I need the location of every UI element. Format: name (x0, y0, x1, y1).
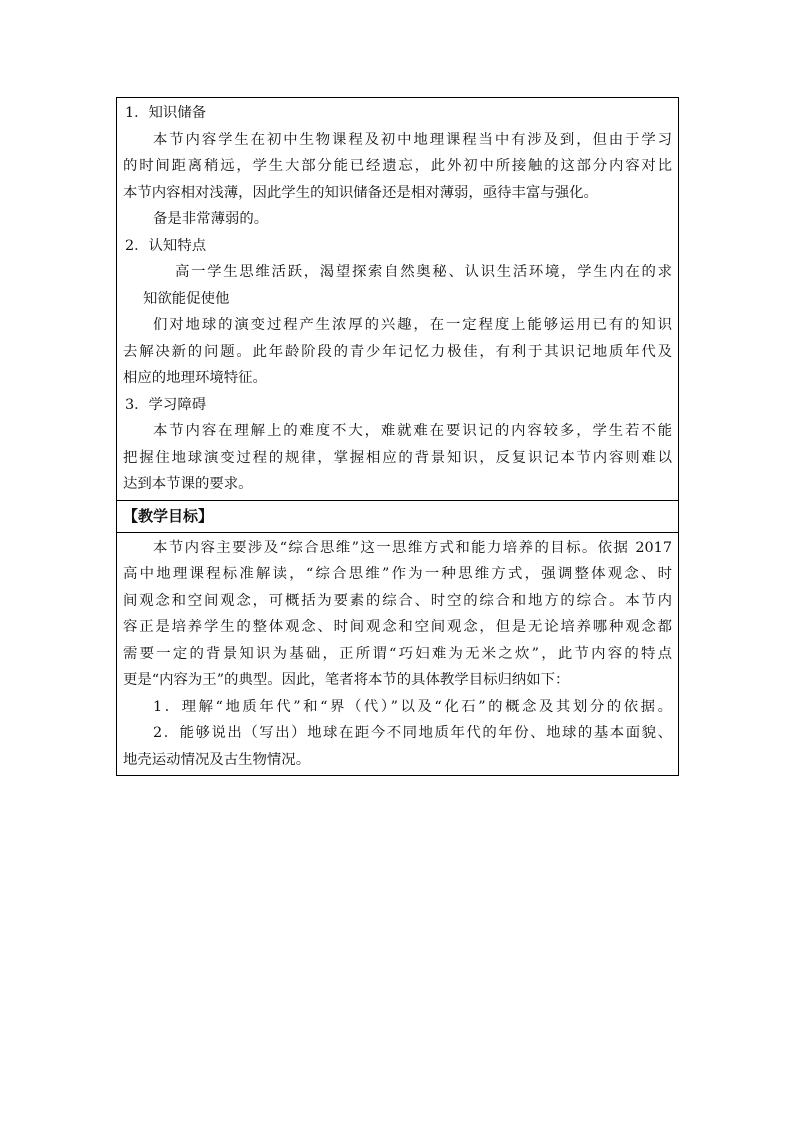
paragraph-line: 本节内容在理解上的难度不大，难就难在要识记的内容较多，学生若不能 (153, 423, 672, 439)
goal-item-2: 2．能够说出（写出）地球在距今不同地质年代的年份、地球的基本面貌、 (153, 725, 672, 741)
paragraph-line: 间观念和空间观念，可概括为要素的综合、时空的综合和地方的综合。本节内 (123, 592, 672, 609)
paragraph-line: 本节内容相对浅薄，因此学生的知识储备还是相对薄弱，亟待丰富与强化。 (123, 184, 598, 201)
teaching-goals-header (117, 500, 678, 532)
paragraph-line: 更是“内容为王”的典型。因此，笔者将本节的具体教学目标归纳如下： (123, 672, 570, 688)
paragraph-line: 达到本节课的要求。 (123, 476, 253, 492)
paragraph-line: 高中地理课程标准解读，“综合思维”作为一种思维方式，强调整体观念、时 (123, 566, 672, 582)
paragraph-line: 把握住地球演变过程的规律，掌握相应的背景知识，反复识记本节内容则难以 (123, 449, 672, 466)
paragraph-line: 本节内容主要涉及“综合思维”这一思维方式和能力培养的目标。依据 2017 (153, 539, 672, 556)
paragraph-line: 知欲能促使他 (143, 290, 230, 307)
section-header-text: 【教学目标】 (123, 506, 214, 525)
paragraph-line: 的时间距离稍远，学生大部分能已经遗忘，此外初中所接触的这部分内容对比 (123, 158, 672, 174)
section-title-cognition: 2．认知特点 (125, 237, 207, 254)
paragraph-line: 容正是培养学生的整体观念、时间观念和空间观念，但是无论培养哪种观念都 (123, 619, 672, 635)
section-title-knowledge: 1．知识储备 (125, 105, 207, 121)
learner-analysis-cell (117, 98, 678, 500)
paragraph-line: 需要一定的背景知识为基础，正所谓“巧妇难为无米之炊”，此节内容的特点 (123, 645, 672, 662)
paragraph-line: 地壳运动情况及古生物情况。 (123, 751, 311, 768)
paragraph-line: 相应的地理环境特征。 (123, 370, 267, 386)
lesson-plan-table (116, 97, 679, 776)
paragraph-line: 高一学生思维活跃，渴望探索自然奥秘、认识生活环境，学生内在的求 (175, 264, 672, 280)
paragraph-line: 备是非常薄弱的。 (153, 211, 269, 227)
goal-item-1: 1．理解“地质年代”和“界（代）”以及“化石”的概念及其划分的依据。 (153, 698, 672, 715)
paragraph-line: 本节内容学生在初中生物课程及初中地理课程当中有涉及到，但由于学习 (153, 131, 672, 148)
section-title-obstacles: 3．学习障碍 (125, 396, 207, 413)
paragraph-line: 去解决新的问题。此年龄阶段的青少年记忆力极佳，有利于其识记地质年代及 (123, 343, 672, 360)
paragraph-line: 们对地球的演变过程产生浓厚的兴趣，在一定程度上能够运用已有的知识 (153, 317, 672, 333)
teaching-goals-cell (117, 532, 678, 776)
